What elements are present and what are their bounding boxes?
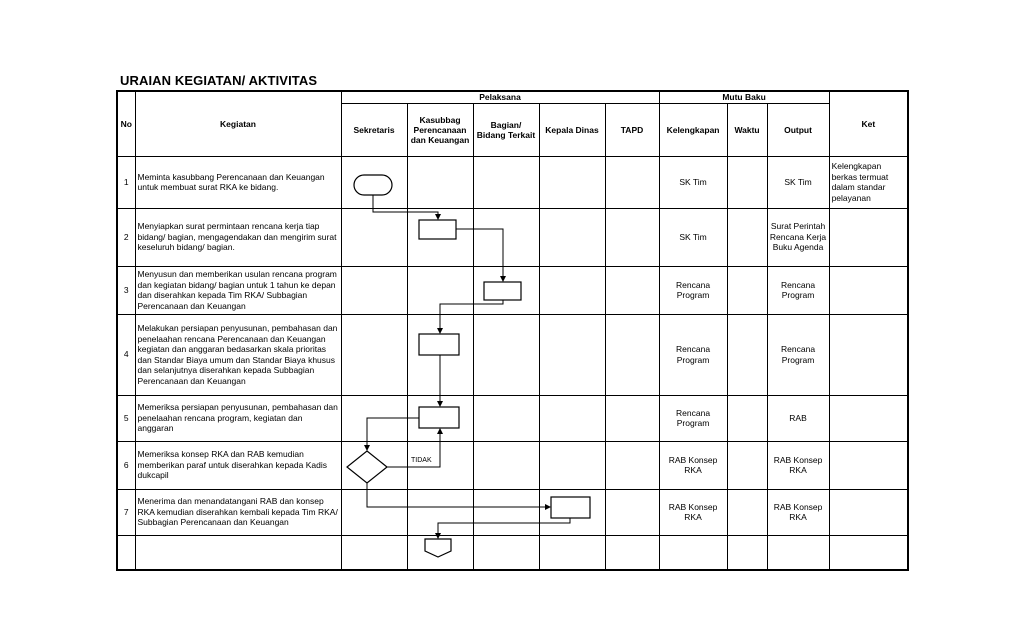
lane-cell-tapd <box>605 266 659 314</box>
lane-cell-kepala-dinas <box>539 266 605 314</box>
document-title: URAIAN KEGIATAN/ AKTIVITAS <box>120 73 318 88</box>
lane-cell-bagian <box>473 314 539 395</box>
lane-cell-kasubbag <box>407 266 473 314</box>
activity-description: Menerima dan menandatangani RAB dan konsep RKA kemudian diserahkan kembali kepada Tim RKA/ Subbagian Perencanaan dan Keuangan <box>135 489 341 535</box>
lane-cell-sekretaris <box>341 489 407 535</box>
lane-cell-sekretaris <box>341 156 407 208</box>
lane-cell-bagian <box>473 208 539 266</box>
lane-cell-tapd <box>605 441 659 489</box>
lane-cell-bagian <box>473 266 539 314</box>
lane-cell-sekretaris <box>341 535 407 570</box>
lane-cell-tapd <box>605 314 659 395</box>
ket-cell <box>829 441 908 489</box>
lane-cell-bagian <box>473 395 539 441</box>
header-no: No <box>117 91 135 156</box>
header-ket: Ket <box>829 91 908 156</box>
lane-cell-kepala-dinas <box>539 395 605 441</box>
activity-description: Memeriksa persiapan penyusunan, pembahasan dan penelaahan rencana program, kegiatan dan anggaran <box>135 395 341 441</box>
lane-cell-kasubbag <box>407 208 473 266</box>
ket-cell <box>829 266 908 314</box>
lane-cell-kasubbag <box>407 395 473 441</box>
lane-cell-kepala-dinas <box>539 535 605 570</box>
lane-cell-sekretaris <box>341 395 407 441</box>
kelengkapan-cell: Rencana Program <box>659 266 727 314</box>
waktu-cell <box>727 395 767 441</box>
table-row <box>117 395 908 441</box>
output-cell: Surat Perintah Rencana Kerja Buku Agenda <box>767 208 829 266</box>
lane-cell-kasubbag <box>407 535 473 570</box>
header-pelaksana: Pelaksana <box>341 91 659 103</box>
header-kelengkapan: Kelengkapan <box>659 103 727 156</box>
table-row <box>117 535 908 570</box>
waktu-cell <box>727 441 767 489</box>
lane-cell-sekretaris <box>341 314 407 395</box>
header-waktu: Waktu <box>727 103 767 156</box>
output-cell: RAB <box>767 395 829 441</box>
output-cell: RAB Konsep RKA <box>767 441 829 489</box>
output-cell: Rencana Program <box>767 314 829 395</box>
header-output: Output <box>767 103 829 156</box>
table-row <box>117 156 908 208</box>
row-number: 6 <box>117 441 135 489</box>
lane-cell-kepala-dinas <box>539 489 605 535</box>
lane-cell-kasubbag <box>407 156 473 208</box>
kelengkapan-cell <box>659 535 727 570</box>
lane-cell-bagian <box>473 441 539 489</box>
row-number: 4 <box>117 314 135 395</box>
table-row <box>117 208 908 266</box>
row-number: 7 <box>117 489 135 535</box>
waktu-cell <box>727 535 767 570</box>
header-mutu-baku: Mutu Baku <box>659 91 829 103</box>
header-kasubbag: Kasubbag Perencanaan dan Keuangan <box>407 103 473 156</box>
waktu-cell <box>727 489 767 535</box>
lane-cell-sekretaris <box>341 441 407 489</box>
output-cell: SK Tim <box>767 156 829 208</box>
header-tapd: TAPD <box>605 103 659 156</box>
activity-description <box>135 535 341 570</box>
ket-cell <box>829 535 908 570</box>
waktu-cell <box>727 156 767 208</box>
kelengkapan-cell: RAB Konsep RKA <box>659 489 727 535</box>
activity-description: Melakukan persiapan penyusunan, pembahasan dan penelaahan rencana Perencanaan dan Keuangan kegiatan dan anggaran bedasarkan skala prioritas dan Standar Biaya umum dan Standar Biaya khusus dan selanjutnya diserahkan kepada Subbagian Perencanaan dan Keuangan <box>135 314 341 395</box>
ket-cell <box>829 208 908 266</box>
waktu-cell <box>727 266 767 314</box>
waktu-cell <box>727 314 767 395</box>
activity-description: Memeriksa konsep RKA dan RAB kemudian memberikan paraf untuk diserahkan kepada Kadis dukcapil <box>135 441 341 489</box>
ket-cell <box>829 395 908 441</box>
table-row <box>117 266 908 314</box>
lane-cell-kepala-dinas <box>539 156 605 208</box>
row-number <box>117 535 135 570</box>
lane-cell-bagian <box>473 489 539 535</box>
kelengkapan-cell: RAB Konsep RKA <box>659 441 727 489</box>
waktu-cell <box>727 208 767 266</box>
lane-cell-sekretaris <box>341 266 407 314</box>
ket-cell: Kelengkapan berkas termuat dalam standar pelayanan <box>829 156 908 208</box>
lane-cell-tapd <box>605 208 659 266</box>
lane-cell-bagian <box>473 156 539 208</box>
lane-cell-tapd <box>605 535 659 570</box>
table-row <box>117 314 908 395</box>
row-number: 5 <box>117 395 135 441</box>
output-cell <box>767 535 829 570</box>
activity-description: Menyusun dan memberikan usulan rencana program dan kegiatan bidang/ bagian untuk 1 tahun ke depan dan diserahkan kepada Tim RKA/ Subbagian Perencanaan dan Keuangan <box>135 266 341 314</box>
output-cell: Rencana Program <box>767 266 829 314</box>
ket-cell <box>829 489 908 535</box>
row-number: 1 <box>117 156 135 208</box>
table-row <box>117 489 908 535</box>
row-number: 3 <box>117 266 135 314</box>
lane-cell-kasubbag <box>407 489 473 535</box>
output-cell: RAB Konsep RKA <box>767 489 829 535</box>
ket-cell <box>829 314 908 395</box>
activity-description: Menyiapkan surat permintaan rencana kerja tiap bidang/ bagian, mengagendakan dan mengirim surat keseluruh bidang/ bagian. <box>135 208 341 266</box>
lane-cell-tapd <box>605 489 659 535</box>
row-number: 2 <box>117 208 135 266</box>
header-bagian: Bagian/ Bidang Terkait <box>473 103 539 156</box>
header-sekretaris: Sekretaris <box>341 103 407 156</box>
header-kegiatan: Kegiatan <box>135 91 341 156</box>
lane-cell-kasubbag <box>407 314 473 395</box>
kelengkapan-cell: SK Tim <box>659 208 727 266</box>
lane-cell-bagian <box>473 535 539 570</box>
lane-cell-kepala-dinas <box>539 208 605 266</box>
header-kepala-dinas: Kepala Dinas <box>539 103 605 156</box>
activity-table <box>116 90 909 571</box>
decision-no-label: TIDAK <box>411 457 432 464</box>
lane-cell-tapd <box>605 395 659 441</box>
lane-cell-kepala-dinas <box>539 441 605 489</box>
lane-cell-tapd <box>605 156 659 208</box>
lane-cell-kepala-dinas <box>539 314 605 395</box>
activity-description: Meminta kasubbang Perencanaan dan Keuangan untuk membuat surat RKA ke bidang. <box>135 156 341 208</box>
lane-cell-kasubbag <box>407 441 473 489</box>
kelengkapan-cell: Rencana Program <box>659 314 727 395</box>
table-row <box>117 441 908 489</box>
kelengkapan-cell: Rencana Program <box>659 395 727 441</box>
kelengkapan-cell: SK Tim <box>659 156 727 208</box>
lane-cell-sekretaris <box>341 208 407 266</box>
